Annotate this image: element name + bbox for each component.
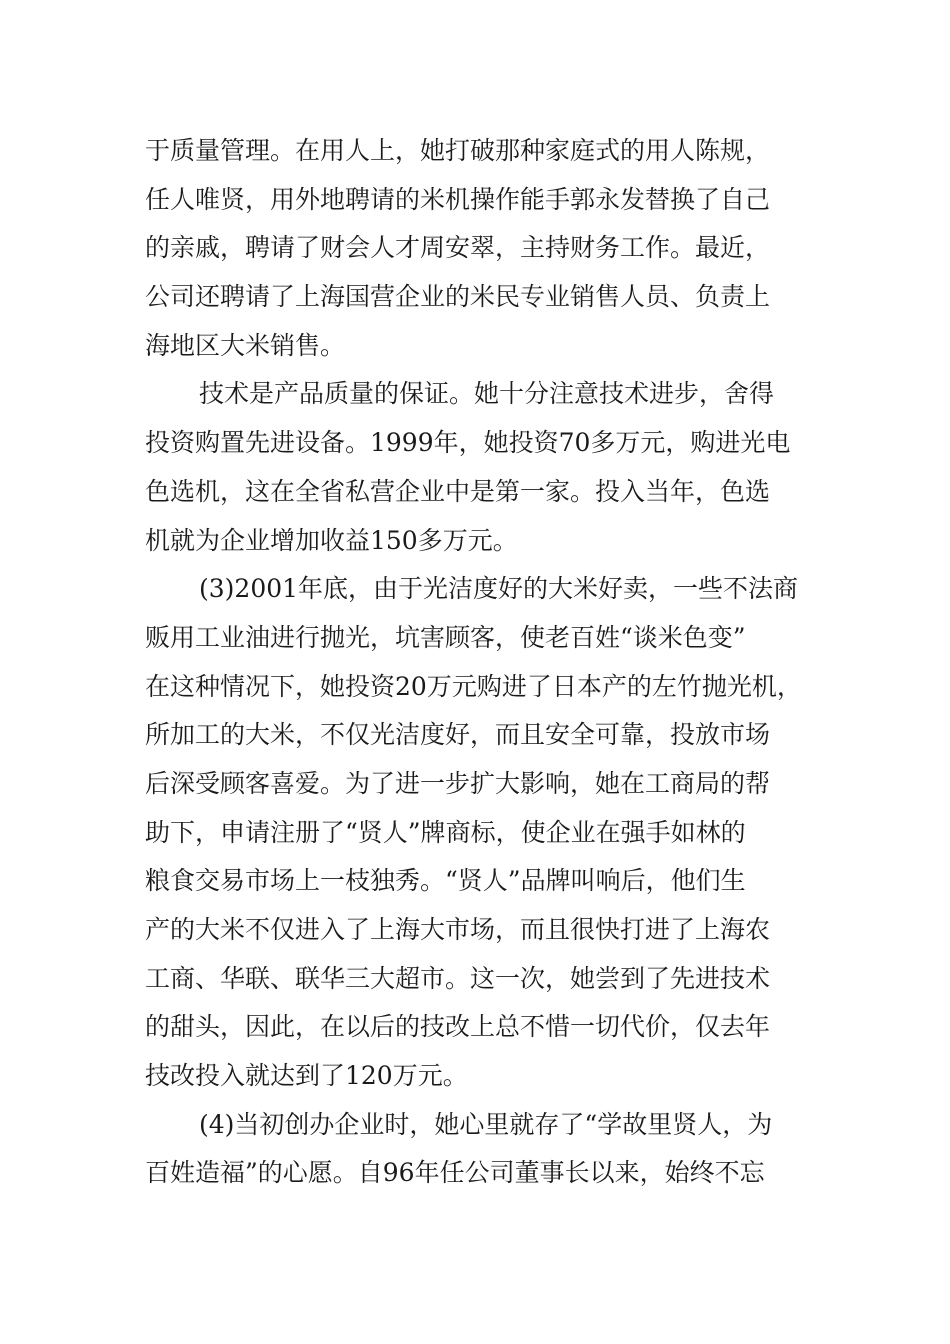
- text-line: 技改投入就达到了120万元。: [145, 1061, 468, 1091]
- text-line: 公司还聘请了上海国营企业的米民专业销售人员、负责上: [145, 282, 771, 312]
- text-line: 助下，申请注册了“贤人”牌商标，使企业在强手如林的: [145, 817, 746, 847]
- text-line: 贩用工业油进行抛光，坑害顾客，使老百姓“谈米色变”: [145, 622, 746, 652]
- text-line: (4)当初创办企业时，她心里就存了“学故里贤人，为: [199, 1109, 773, 1139]
- text-line: 在这种情况下，她投资20万元购进了日本产的左竹抛光机，: [145, 671, 802, 701]
- text-line: 色选机，这在全省私营企业中是第一家。投入当年，色选: [145, 476, 771, 506]
- text-line: 产的大米不仅进入了上海大市场，而且很快打进了上海农: [145, 915, 771, 944]
- text-line: 工商、华联、联华三大超市。这一次，她尝到了先进技术: [145, 963, 771, 993]
- text-line: 粮食交易市场上一枝独秀。“贤人”品牌叫响后，他们生: [145, 866, 746, 896]
- text-line: 的甜头，因此，在以后的技改上总不惜一切代价，仅去年: [145, 1012, 771, 1042]
- text-line: 技术是产品质量的保证。她十分注意技术进步，舍得: [199, 379, 775, 409]
- text-line: 后深受顾客喜爱。为了进一步扩大影响，她在工商局的帮: [145, 768, 771, 798]
- text-line: 的亲戚，聘请了财会人才周安翠，主持财务工作。最近，: [145, 233, 771, 263]
- text-line: 所加工的大米，不仅光洁度好，而且安全可靠，投放市场: [145, 720, 771, 750]
- text-line: 投资购置先进设备。1999年，她投资70多万元，购进光电: [145, 428, 791, 458]
- text-line: 机就为企业增加收益150多万元。: [145, 525, 518, 555]
- text-line: 于质量管理。在用人上，她打破那种家庭式的用人陈规，: [145, 136, 771, 165]
- text-line: 百姓造福”的心愿。自96年任公司董事长以来，始终不忘: [145, 1158, 765, 1188]
- text-line: 任人唯贤，用外地聘请的米机操作能手郭永发替换了自己: [145, 184, 771, 214]
- text-line: 海地区大米销售。: [145, 330, 346, 360]
- body-text: [145, 127, 810, 1198]
- text-line: (3)2001年底，由于光洁度好的大米好卖，一些不法商: [199, 574, 799, 604]
